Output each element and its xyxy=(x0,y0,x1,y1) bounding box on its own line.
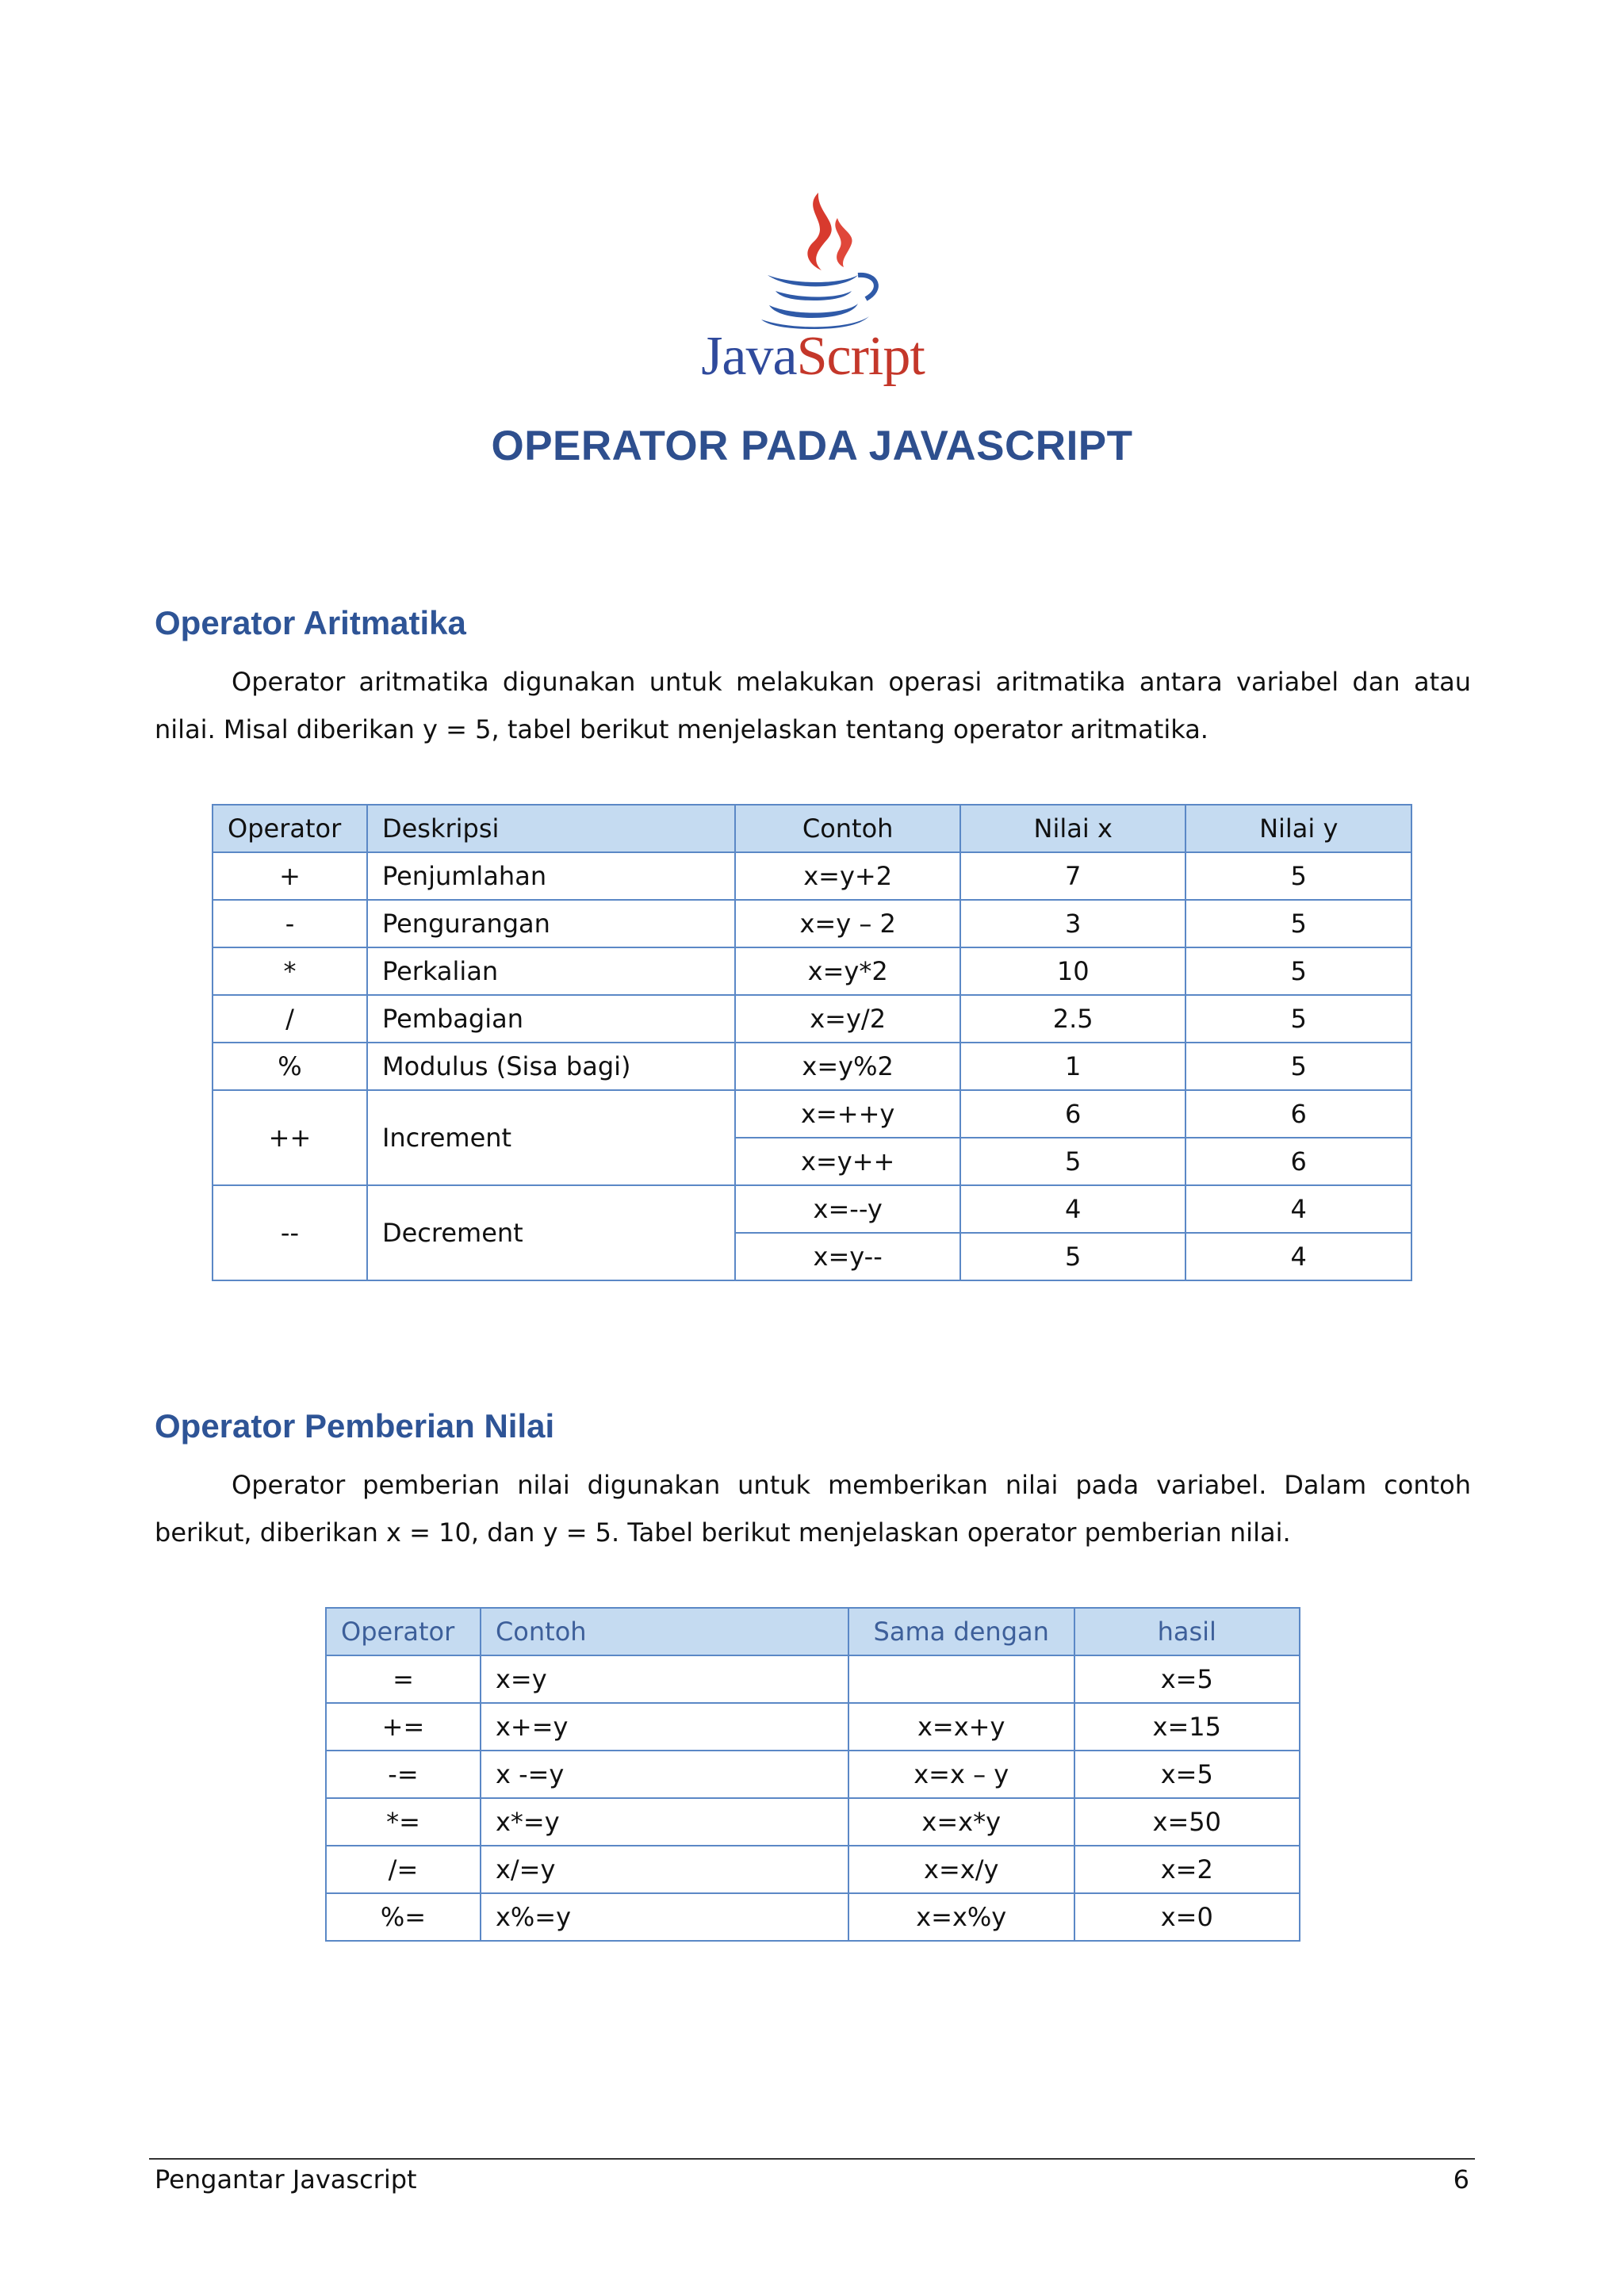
arithmetic-operator-table xyxy=(212,804,1412,1281)
table-row xyxy=(213,947,1411,995)
paragraph-text: Operator pemberian nilai digunakan untuk memberikan nilai pada variabel. Dalam contoh berikut, diberikan x = 10, dan y = 5. Tabel berikut menjelaskan operator pemberian nilai. xyxy=(155,1470,1471,1548)
table-row xyxy=(326,1893,1300,1941)
table-row xyxy=(326,1703,1300,1751)
example-cell: x/=y xyxy=(481,1846,848,1893)
result-cell: x=15 xyxy=(1074,1703,1300,1751)
example-cell: x=y++ xyxy=(735,1138,960,1185)
example-cell: x=y/2 xyxy=(735,995,960,1043)
table-row xyxy=(213,900,1411,947)
description-cell: Pembagian xyxy=(367,995,735,1043)
operator-cell: /= xyxy=(326,1846,481,1893)
table-header-row xyxy=(326,1608,1300,1655)
x-value-cell: 5 xyxy=(960,1138,1186,1185)
y-value-cell: 5 xyxy=(1185,1043,1411,1090)
equivalent-cell: x=x*y xyxy=(848,1798,1074,1846)
y-value-cell: 6 xyxy=(1185,1090,1411,1138)
y-value-cell: 5 xyxy=(1185,900,1411,947)
operator-cell: % xyxy=(213,1043,367,1090)
table-row xyxy=(213,1185,1411,1233)
logo-wordmark xyxy=(682,326,944,387)
example-cell: x%=y xyxy=(481,1893,848,1941)
y-value-cell: 5 xyxy=(1185,995,1411,1043)
x-value-cell: 2.5 xyxy=(960,995,1186,1043)
section-heading-pemberian-nilai: Operator Pemberian Nilai xyxy=(155,1407,555,1445)
example-cell: x=y*2 xyxy=(735,947,960,995)
equivalent-cell: x=x – y xyxy=(848,1751,1074,1798)
description-cell: Decrement xyxy=(367,1185,735,1280)
table-row xyxy=(326,1798,1300,1846)
x-value-cell: 10 xyxy=(960,947,1186,995)
operator-cell: = xyxy=(326,1655,481,1703)
operator-cell: -= xyxy=(326,1751,481,1798)
column-header: Sama dengan xyxy=(848,1608,1074,1655)
result-cell: x=5 xyxy=(1074,1751,1300,1798)
column-header: Contoh xyxy=(481,1608,848,1655)
x-value-cell: 3 xyxy=(960,900,1186,947)
equivalent-cell: x=x%y xyxy=(848,1893,1074,1941)
table-row xyxy=(326,1655,1300,1703)
equivalent-cell: x=x+y xyxy=(848,1703,1074,1751)
operator-cell: *= xyxy=(326,1798,481,1846)
example-cell: x=y+2 xyxy=(735,852,960,900)
x-value-cell: 1 xyxy=(960,1043,1186,1090)
y-value-cell: 4 xyxy=(1185,1185,1411,1233)
equivalent-cell: x=x/y xyxy=(848,1846,1074,1893)
column-header: Nilai x xyxy=(960,805,1186,852)
y-value-cell: 4 xyxy=(1185,1233,1411,1280)
section-paragraph-aritmatika xyxy=(155,658,1471,753)
table-row xyxy=(213,995,1411,1043)
operator-cell: - xyxy=(213,900,367,947)
operator-cell: * xyxy=(213,947,367,995)
result-cell: x=5 xyxy=(1074,1655,1300,1703)
paragraph-text: Operator aritmatika digunakan untuk melakukan operasi aritmatika antara variabel dan atau nilai. Misal diberikan y = 5, tabel berikut menjelaskan tentang operator aritmatika. xyxy=(155,667,1471,744)
example-cell: x=y-- xyxy=(735,1233,960,1280)
example-cell: x -=y xyxy=(481,1751,848,1798)
description-cell: Modulus (Sisa bagi) xyxy=(367,1043,735,1090)
section-heading-aritmatika: Operator Aritmatika xyxy=(155,604,466,641)
logo-word-java: Java xyxy=(701,326,797,387)
assignment-operator-table xyxy=(325,1607,1300,1942)
y-value-cell: 5 xyxy=(1185,947,1411,995)
footer-divider xyxy=(149,2158,1475,2160)
operator-cell: + xyxy=(213,852,367,900)
operator-cell: += xyxy=(326,1703,481,1751)
column-header: Nilai y xyxy=(1185,805,1411,852)
example-cell: x=y%2 xyxy=(735,1043,960,1090)
result-cell: x=0 xyxy=(1074,1893,1300,1941)
example-cell: x=y xyxy=(481,1655,848,1703)
example-cell: x=--y xyxy=(735,1185,960,1233)
column-header: Contoh xyxy=(735,805,960,852)
description-cell: Increment xyxy=(367,1090,735,1185)
description-cell: Penjumlahan xyxy=(367,852,735,900)
x-value-cell: 6 xyxy=(960,1090,1186,1138)
javascript-logo xyxy=(682,186,944,400)
y-value-cell: 5 xyxy=(1185,852,1411,900)
x-value-cell: 5 xyxy=(960,1233,1186,1280)
x-value-cell: 7 xyxy=(960,852,1186,900)
page-title: OPERATOR PADA JAVASCRIPT xyxy=(491,423,1133,469)
java-coffee-cup-icon xyxy=(682,186,944,329)
column-header: Deskripsi xyxy=(367,805,735,852)
footer-title: Pengantar Javascript xyxy=(155,2164,417,2195)
operator-cell: ++ xyxy=(213,1090,367,1185)
column-header: hasil xyxy=(1074,1608,1300,1655)
result-cell: x=50 xyxy=(1074,1798,1300,1846)
logo-word-script: Script xyxy=(796,326,925,387)
section-paragraph-pemberian-nilai xyxy=(155,1461,1471,1556)
table-row xyxy=(326,1751,1300,1798)
table-row xyxy=(213,1090,1411,1138)
x-value-cell: 4 xyxy=(960,1185,1186,1233)
equivalent-cell xyxy=(848,1655,1074,1703)
table-row xyxy=(213,1043,1411,1090)
example-cell: x*=y xyxy=(481,1798,848,1846)
example-cell: x=++y xyxy=(735,1090,960,1138)
column-header: Operator xyxy=(213,805,367,852)
example-cell: x+=y xyxy=(481,1703,848,1751)
result-cell: x=2 xyxy=(1074,1846,1300,1893)
operator-cell: -- xyxy=(213,1185,367,1280)
table-header-row xyxy=(213,805,1411,852)
example-cell: x=y – 2 xyxy=(735,900,960,947)
operator-cell: / xyxy=(213,995,367,1043)
column-header: Operator xyxy=(326,1608,481,1655)
table-row xyxy=(213,852,1411,900)
table-row xyxy=(326,1846,1300,1893)
operator-cell: %= xyxy=(326,1893,481,1941)
page-number: 6 xyxy=(1453,2164,1469,2195)
description-cell: Pengurangan xyxy=(367,900,735,947)
y-value-cell: 6 xyxy=(1185,1138,1411,1185)
description-cell: Perkalian xyxy=(367,947,735,995)
